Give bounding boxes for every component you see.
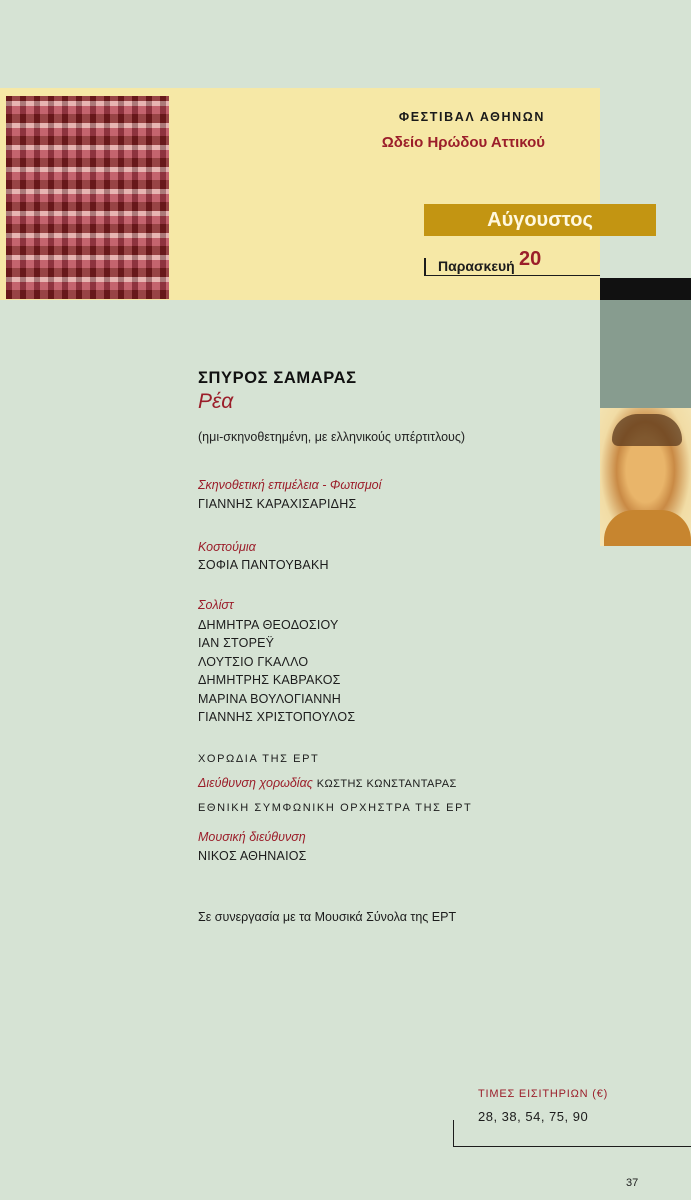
day-tick <box>424 258 426 276</box>
choir-director-name: ΚΩΣΤΗΣ ΚΩΝΣΤΑΝΤΑΡΑΣ <box>316 778 457 790</box>
price-tick <box>453 1120 454 1147</box>
collaboration-note: Σε συνεργασία με τα Μουσικά Σύνολα της ΕΡΤ <box>198 910 457 924</box>
soloist-name: ΛΟΥΤΣΙΟ ΓΚΑΛΛΟ <box>198 654 309 669</box>
venue-name: Ωδείο Ηρώδου Αττικού <box>381 134 545 151</box>
festival-name: ΦΕΣΤΙΒΑΛ ΑΘΗΝΩΝ <box>398 110 545 124</box>
orchestra-photo <box>6 96 169 299</box>
ticket-prices-label: ΤΙΜΕΣ ΕΙΣΙΤΗΡΙΩΝ (€) <box>478 1088 609 1100</box>
conductor-role: Μουσική διεύθυνση <box>198 830 306 844</box>
choir-name: ΧΟΡΩΔΙΑ ΤΗΣ ΕΡΤ <box>198 753 320 765</box>
portrait-shirt <box>604 510 691 546</box>
gray-block <box>600 300 691 408</box>
conductor-name: ΝΙΚΟΣ ΑΘΗΝΑΙΟΣ <box>198 849 307 863</box>
ticket-prices: 28, 38, 54, 75, 90 <box>478 1109 589 1124</box>
portrait-hair <box>612 414 682 446</box>
black-bar <box>600 278 691 300</box>
costumes-name: ΣΟΦΙΑ ΠΑΝΤΟΥΒΑΚΗ <box>198 558 329 572</box>
composer-name: ΣΠΥΡΟΣ ΣΑΜΑΡΑΣ <box>198 369 357 387</box>
choir-director-role: Διεύθυνση χορωδίας <box>198 776 313 790</box>
soloist-name: ΓΙΑΝΝΗΣ ΧΡΙΣΤΟΠΟΥΛΟΣ <box>198 710 356 725</box>
soloist-name: ΜΑΡΙΝΑ ΒΟΥΛΟΓΙΑΝΝΗ <box>198 691 341 706</box>
soloists-list <box>198 616 355 726</box>
day-name: Παρασκευή <box>438 258 515 274</box>
orchestra-name: ΕΘΝΙΚΗ ΣΥΜΦΩΝΙΚΗ ΟΡΧΗΣΤΡΑ ΤΗΣ ΕΡΤ <box>198 802 473 814</box>
page-number: 37 <box>626 1177 639 1189</box>
costumes-role: Κοστούμια <box>198 540 256 554</box>
staging-role: Σκηνοθετική επιμέλεια - Φωτισμοί <box>198 478 382 492</box>
price-rule <box>453 1146 691 1147</box>
day-rule <box>424 275 600 276</box>
soloist-name: ΔΗΜΗΤΡΑ ΘΕΟΔΟΣΙΟΥ <box>198 618 339 632</box>
month-banner: Αύγουστος <box>424 204 656 236</box>
choir-director-line <box>198 774 457 792</box>
staging-name: ΓΙΑΝΝΗΣ ΚΑΡΑΧΙΣΑΡΙΔΗΣ <box>198 497 357 511</box>
day-number: 20 <box>519 248 542 270</box>
soloists-role: Σολίστ <box>198 598 234 612</box>
work-note: (ημι-σκηνοθετημένη, με ελληνικούς υπέρτιτλους) <box>198 430 466 444</box>
soloist-name: ΙΑΝ ΣΤΟΡΕΫ <box>198 636 275 651</box>
work-title: Ρέα <box>198 390 234 413</box>
soloist-name: ΔΗΜΗΤΡΗΣ ΚΑΒΡΑΚΟΣ <box>198 673 341 688</box>
